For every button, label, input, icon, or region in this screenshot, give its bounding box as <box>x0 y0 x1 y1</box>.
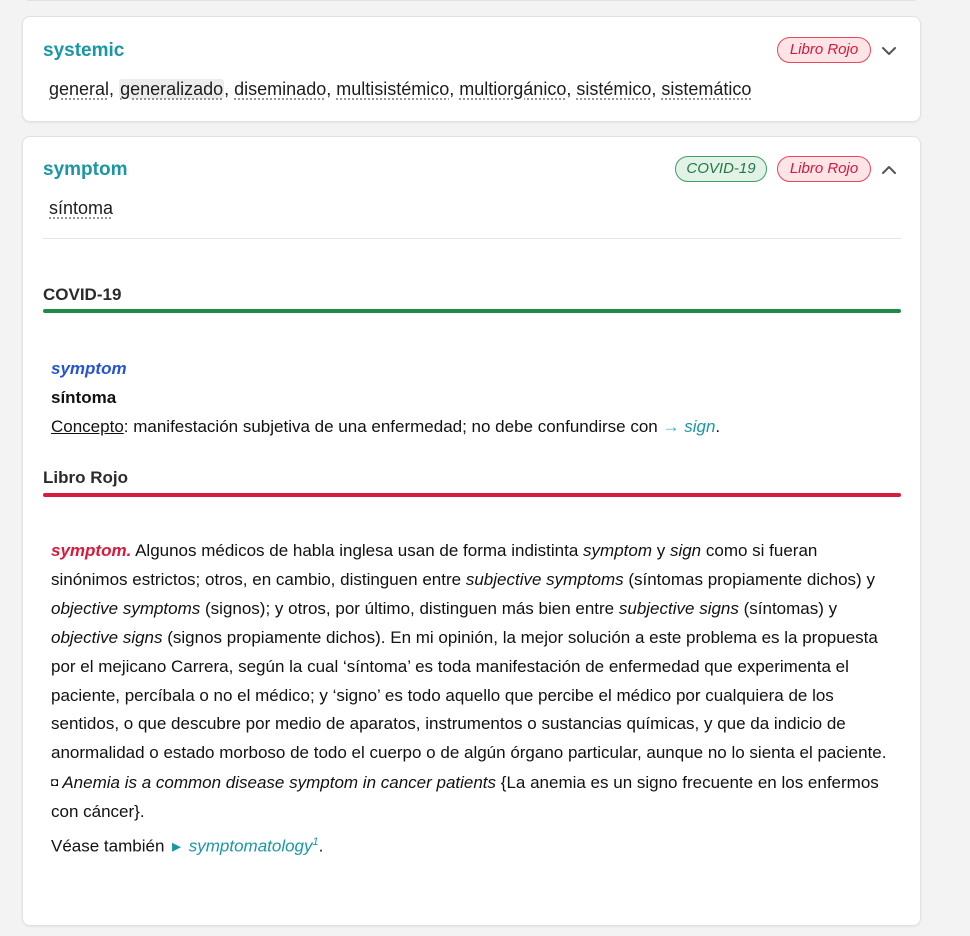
sign-link[interactable]: sign <box>684 417 716 436</box>
synonym[interactable]: diseminado <box>234 79 327 99</box>
synonym-list <box>49 198 113 219</box>
covid-concept <box>51 417 720 437</box>
entry-term[interactable]: symptom <box>43 159 128 180</box>
concept-end: . <box>715 417 721 436</box>
entry-italic: subjective signs <box>618 598 739 618</box>
section-title-covid-19: COVID-19 <box>43 285 122 304</box>
see-also <box>51 828 896 863</box>
triangle-right-icon: ► <box>169 838 184 856</box>
synonym[interactable]: multiorgánico <box>459 79 567 99</box>
entry-text: (signos propiamente dichos). En mi opinión, la mejor solución a este problema es la propuesta por el mejicano Carrera, según la cual ‘síntoma’ es toda manifestación de enfermedad que experimenta el paciente, percíbala o no el médico; y ‘signo’ es todo aquello que percibe el médico por cualquiera de los sentidos, o que descubre por medio de aparatos, instrumentos o sustancias químicas, y que da indicio de anormalidad o estado morboso de todo el cuerpo o de algún órgano particular, aunque no lo sienta el paciente. <box>51 627 887 763</box>
previous-entry-card <box>22 0 921 1</box>
entry-italic: subjective symptoms <box>465 569 624 589</box>
synonym[interactable]: sistémico <box>576 79 652 99</box>
symptomatology-link[interactable]: symptomatology <box>188 836 313 856</box>
entry-italic: objective symptoms <box>51 598 201 618</box>
covid-19-badge[interactable]: COVID-19 <box>675 156 767 182</box>
section-title-libro-rojo: Libro Rojo <box>43 468 128 487</box>
section-bar-covid-19 <box>43 309 901 313</box>
covid-term: symptom <box>51 359 127 378</box>
see-also-end: . <box>318 836 324 856</box>
synonym-list: general, generalizado, diseminado, multisistémico, multiorgánico, sistémico, sistemático <box>49 79 752 99</box>
synonym[interactable]: sistemático <box>661 79 752 99</box>
entry-italic: sign <box>669 541 702 560</box>
entry-italic: symptom <box>583 541 652 560</box>
libro-rojo-headword: symptom. <box>51 541 132 560</box>
entry-text: como si fueran sinónimos estrictos; otros, en cambio, distinguen entre <box>51 541 818 589</box>
libro-rojo-badge[interactable]: Libro Rojo <box>777 156 871 182</box>
entry-text: Algunos médicos de habla inglesa usan de forma indistinta <box>131 541 584 560</box>
synonym[interactable]: síntoma <box>49 198 114 218</box>
example-marker-icon: ◘ <box>51 775 59 790</box>
entry-text: (síntomas) y <box>738 598 838 618</box>
synonym-highlighted[interactable]: generalizado <box>120 79 224 99</box>
libro-rojo-entry <box>51 537 896 863</box>
divider <box>43 238 901 239</box>
concept-label: Concepto <box>51 417 124 436</box>
example-sentence: Anemia is a common disease symptom in cancer patients <box>58 773 497 793</box>
synonym[interactable]: general <box>49 79 110 99</box>
arrow-icon: → <box>662 417 680 436</box>
section-bar-libro-rojo <box>43 493 901 497</box>
synonym[interactable]: multisistémico <box>336 79 450 99</box>
example-translation: {La anemia es un signo frecuente en los enfermos con cáncer}. <box>51 773 879 822</box>
see-also-superscript: 1 <box>312 836 319 849</box>
entry-card-systemic <box>22 16 921 122</box>
entry-text: y <box>652 541 670 560</box>
see-also-label: Véase también <box>51 836 165 856</box>
entry-card-symptom <box>22 136 921 926</box>
libro-rojo-badge[interactable]: Libro Rojo <box>777 37 871 63</box>
entry-term[interactable]: systemic <box>43 40 125 61</box>
entry-italic: objective signs <box>51 627 163 647</box>
entry-text: (síntomas propiamente dichos) y <box>623 569 875 589</box>
covid-translation: síntoma <box>51 388 117 407</box>
chevron-up-icon[interactable] <box>879 160 899 180</box>
entry-text: (signos); y otros, por último, distinguen más bien entre <box>200 598 619 618</box>
chevron-down-icon[interactable] <box>879 41 899 61</box>
concept-text: : manifestación subjetiva de una enfermedad; no debe confundirse con <box>123 417 658 436</box>
